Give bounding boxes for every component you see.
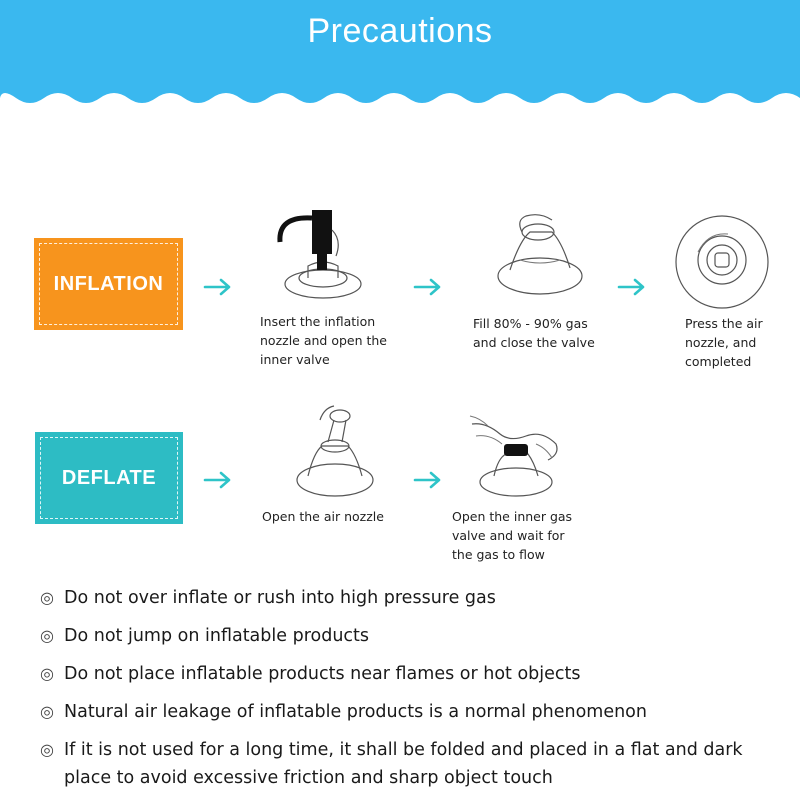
note-text: Do not jump on inflatable products [64,626,370,646]
page-title: Precautions [307,12,493,50]
note-text: Do not over inflate or rush into high pressure gas [64,588,496,608]
list-item [40,698,790,726]
precautions-list [40,584,790,802]
arrow-right-icon [203,277,233,297]
inflation-step-3-caption: Press the air nozzle, and completed [685,316,763,369]
inflation-step-2-caption: Fill 80% - 90% gas and close the valve [473,316,595,350]
bullet-icon: ◎ [40,702,54,721]
deflate-label: DEFLATE [61,466,157,489]
inflation-step-1-caption: Insert the inflation nozzle and open the inner valve [260,314,388,367]
open-nozzle-icon [290,402,380,502]
inflation-label: INFLATION [53,272,164,295]
pump-nozzle-valve-icon [268,206,378,306]
arrow-right-icon [617,277,647,297]
inflation-badge [34,238,183,330]
bullet-icon: ◎ [40,740,54,759]
list-item [40,622,790,650]
list-item [40,660,790,688]
note-text: Natural air leakage of inflatable products is a normal phenomenon [64,702,647,722]
pressed-valve-icon [668,212,776,312]
deflate-step-1-caption: Open the air nozzle [262,509,384,524]
closed-valve-icon [490,210,590,305]
list-item [40,736,790,792]
deflate-badge [35,432,183,524]
arrow-right-icon [413,470,443,490]
bullet-icon: ◎ [40,664,54,683]
note-text: Do not place inflatable products near flames or hot objects [64,664,581,684]
bullet-icon: ◎ [40,626,54,645]
bullet-icon: ◎ [40,588,54,607]
arrow-right-icon [203,470,233,490]
header-banner [0,0,800,125]
hand-squeeze-valve-icon [466,414,566,504]
list-item [40,584,790,612]
arrow-right-icon [413,277,443,297]
note-text: If it is not used for a long time, it shall be folded and placed in a flat and dark place to avoid excessive friction and sharp object touch [64,740,743,788]
deflate-step-2-caption: Open the inner gas valve and wait for the gas to flow [452,509,573,562]
